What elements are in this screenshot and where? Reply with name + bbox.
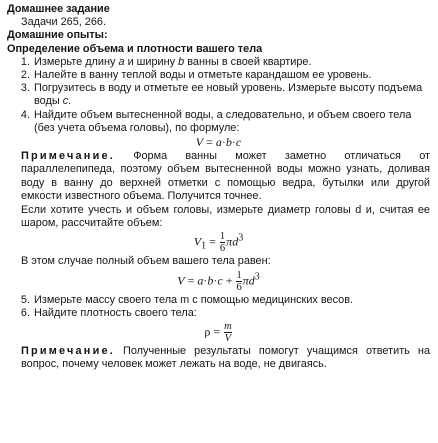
homework-title: Домашнее задание [7, 3, 110, 15]
fraction: $\frac{m}{V}$ [224, 321, 232, 345]
step-text: Найдите объем вытесненной воды, а следовательно, и объем своего тела (без учета объема головы), по формуле: [34, 108, 412, 134]
note-label: Примечание. [21, 345, 115, 358]
step-3 [7, 82, 430, 108]
step-text: Погрузитесь в воду и отметьте ее новый уровень. Измерьте высоту подъема воды c. [34, 82, 423, 108]
step-number: 4. [20, 108, 30, 121]
step-1 [7, 56, 430, 69]
step-6 [7, 307, 430, 320]
head-volume-formula: $V_1$ = $\frac{1}{6}$ $\pi d^3$ [193, 231, 244, 255]
step-number: 3. [20, 82, 30, 95]
step-4 [7, 109, 430, 135]
head-volume-paragraph: Если хотите учесть и объем головы, измерьте диаметр головы d и, считая ее шаром, рассчитайте объем: [21, 204, 430, 230]
volume-formula: V = a·b·c [195, 135, 242, 150]
step-2 [7, 69, 430, 82]
full-volume-formula: V = a·b·c + $\frac{1}{6}$ $\pi d^3$ [177, 269, 260, 293]
note-1: Примечание. Форма ванны может заметно отличаться от параллелепипеда, поэтому объем вытесненной воды можно узнать, доливая воду в ванну до верхней отметки с помощью ведра, бутылки или другой емкости известного объема. Получится точнее. [21, 150, 430, 202]
step-text: Измерьте длину a и ширину b ванны в своей квартире. [34, 55, 312, 68]
step-number: 5. [20, 293, 30, 306]
step-number: 1. [20, 55, 30, 68]
fraction: $\frac{1}{6}$ [219, 231, 226, 255]
tasks-line: Задачи 265, 266. [21, 16, 107, 29]
step-text: Измерьте массу своего тела m с помощью медицинских весов. [34, 293, 354, 306]
density-formula: ρ = $\frac{m}{V}$ [204, 321, 232, 345]
step-5 [7, 294, 430, 307]
note-2: Примечание. Полученные результаты помогут учащимся ответить на вопрос, почему человек может лежать на воде, не двигаясь. [21, 345, 430, 371]
experiments-title: Домашние опыты: [7, 29, 108, 42]
topic-title: Определение объема и плотности вашего тела [7, 42, 263, 55]
step-number: 6. [20, 306, 30, 319]
step-text: Налейте в ванну теплой воды и отметьте карандашом ее уровень. [34, 69, 372, 82]
full-volume-paragraph: В этом случае полный объем вашего тела равен: [21, 255, 271, 268]
fraction: $\frac{1}{6}$ [236, 269, 242, 293]
steps-list-2 [7, 294, 430, 320]
step-number: 2. [20, 69, 30, 82]
note-label: Примечание. [21, 150, 115, 163]
step-text: Найдите плотность своего тела: [34, 306, 197, 319]
steps-list [7, 56, 430, 135]
